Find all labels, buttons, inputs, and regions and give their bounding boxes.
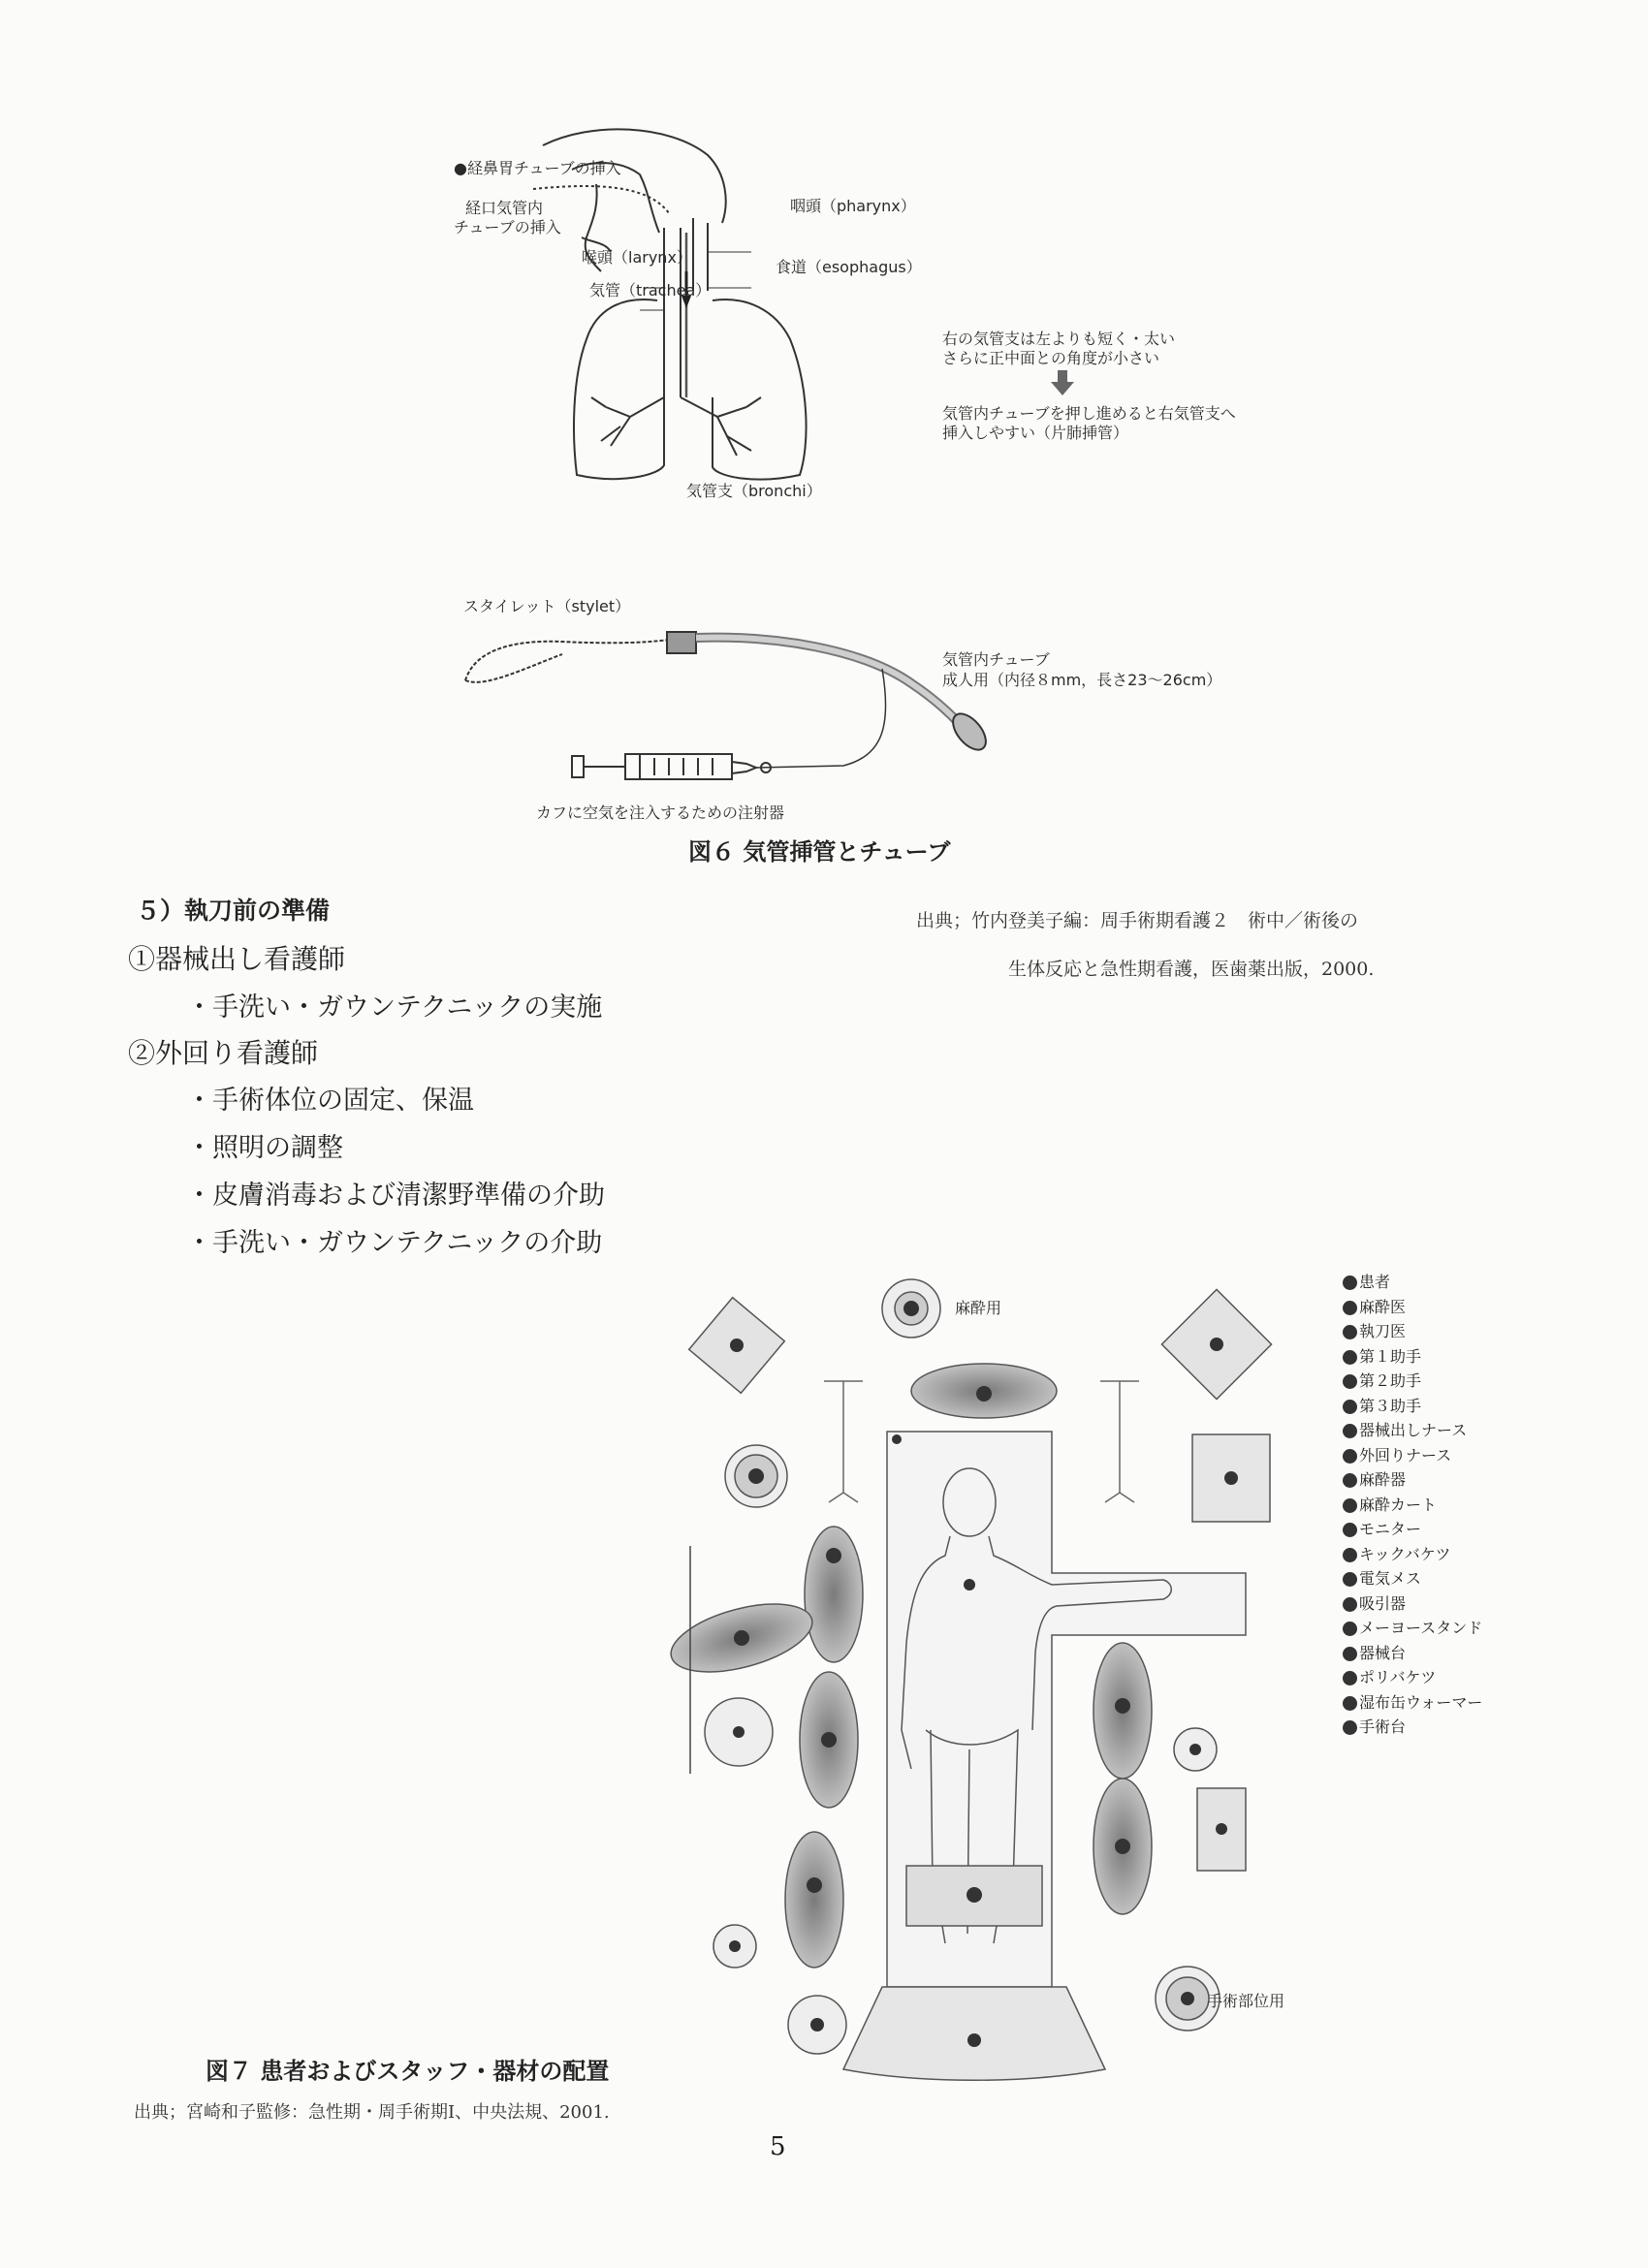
label-tube-1: 気管内チューブ	[942, 650, 1050, 669]
label-surgical-site-use: 手術部位用	[1207, 1992, 1285, 2010]
label-pharynx: 咽頭（pharynx）	[790, 197, 916, 215]
label-trachea: 気管（trachea）	[589, 281, 712, 299]
down-arrow-icon	[1051, 370, 1074, 399]
note-line-3: 気管内チューブを押し進めると右気管支へ	[942, 404, 1236, 423]
label-syringe: カフに空気を注入するための注射器	[536, 803, 785, 822]
label-stylet: スタイレット（stylet）	[463, 597, 631, 615]
legend-item: 第３助手	[1343, 1394, 1482, 1419]
legend-item: メーヨースタンド	[1343, 1616, 1482, 1641]
figure7-legend	[1343, 1270, 1482, 1740]
legend-item: 第２助手	[1343, 1369, 1482, 1394]
label-larynx: 喉頭（larynx）	[582, 248, 692, 267]
figure6-caption: 図６ 気管挿管とチューブ	[688, 838, 951, 866]
section5-item1-bullet: ・手洗い・ガウンテクニックの実施	[186, 992, 603, 1023]
section5-item2-bullet: ・手術体位の固定、保温	[186, 1086, 474, 1116]
legend-item: 吸引器	[1343, 1591, 1482, 1617]
label-oral-tube-1: 経口気管内	[465, 199, 544, 217]
legend-item: 器械台	[1343, 1641, 1482, 1666]
label-esophagus: 食道（esophagus）	[776, 258, 922, 276]
tube-illustration	[456, 611, 1018, 804]
legend-item: 麻酔カート	[1343, 1493, 1482, 1518]
figure7-or-layout	[659, 1265, 1338, 2089]
legend-item: モニター	[1343, 1517, 1482, 1542]
label-ng-tube: ●経鼻胃チューブの挿入	[454, 159, 621, 177]
legend-item: 麻酔医	[1343, 1295, 1482, 1320]
section5-item2-bullet: ・照明の調整	[186, 1133, 343, 1163]
legend-item: 麻酔器	[1343, 1467, 1482, 1493]
section5-item2-bullet: ・皮膚消毒および清潔野準備の介助	[186, 1181, 605, 1211]
legend-item: ポリバケツ	[1343, 1665, 1482, 1690]
label-bronchi: 気管支（bronchi）	[686, 482, 822, 500]
section5-item2-bullet: ・手洗い・ガウンテクニックの介助	[186, 1228, 603, 1258]
label-tube-2: 成人用（内径８mm，長さ23〜26cm）	[942, 671, 1222, 689]
legend-item: キックバケツ	[1343, 1542, 1482, 1567]
note-line-4: 挿入しやすい（片肺挿管）	[942, 424, 1129, 442]
figure6-source-line-1: 出典；竹内登美子編：周手術期看護２ 術中／術後の	[916, 910, 1359, 931]
legend-item: 患者	[1343, 1270, 1482, 1295]
figure7-source: 出典；宮崎和子監修：急性期・周手術期Ⅰ、中央法規、2001.	[134, 2102, 610, 2123]
legend-item: 執刀医	[1343, 1319, 1482, 1344]
note-line-2: さらに正中面との角度が小さい	[942, 349, 1160, 367]
legend-item: 湿布缶ウォーマー	[1343, 1690, 1482, 1716]
legend-item: 第１助手	[1343, 1344, 1482, 1370]
figure7-caption: 図７ 患者およびスタッフ・器材の配置	[206, 2058, 610, 2085]
section5-item1: ①器械出し看護師	[128, 943, 346, 975]
legend-item: 手術台	[1343, 1715, 1482, 1740]
endotracheal-tube-illustration	[456, 611, 1018, 804]
note-line-1: 右の気管支は左よりも短く・太い	[942, 330, 1176, 348]
legend-item: 器械出しナース	[1343, 1418, 1482, 1443]
figure6-source-line-2: 生体反応と急性期看護，医歯薬出版，2000.	[1008, 959, 1375, 980]
page-number: 5	[770, 2132, 786, 2161]
legend-item: 電気メス	[1343, 1566, 1482, 1591]
section5-item2: ②外回り看護師	[128, 1037, 319, 1069]
label-oral-tube-2: チューブの挿入	[454, 218, 561, 236]
or-layout-diagram	[659, 1265, 1338, 2089]
label-anesthesia-use: 麻酔用	[955, 1299, 1002, 1317]
section5-title: ５）執刀前の準備	[136, 897, 331, 925]
legend-item: 外回りナース	[1343, 1443, 1482, 1468]
